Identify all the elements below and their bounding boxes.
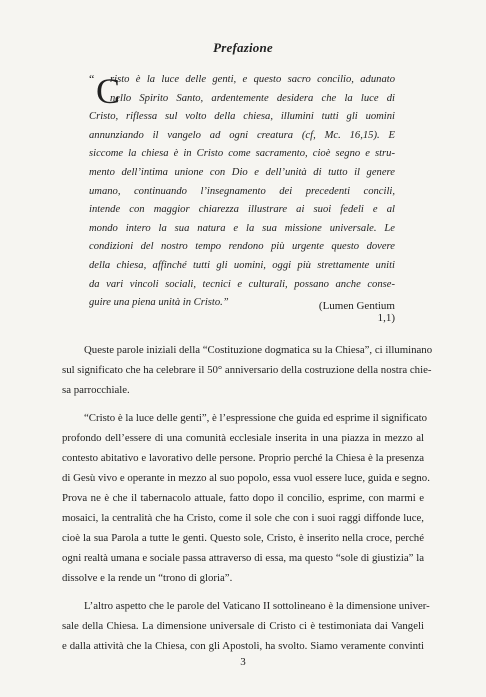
quote-line: mento dell’intima unione con Dio e dell’unità di tutto il genere xyxy=(89,166,395,178)
quotation-block xyxy=(89,71,395,313)
quote-line: guire una piena unità in Cristo.” xyxy=(89,297,229,309)
body-text xyxy=(62,340,433,664)
page-number: 3 xyxy=(240,656,246,668)
text-line: dissolve e la rende un “trono di gloria”. xyxy=(62,572,233,584)
text-line: “Cristo è la luce delle genti”, è l’espressione che guida ed esprime il significato xyxy=(84,412,427,424)
quote-line: della chiesa, affinché tutti gli uomini, oggi più strettamente uniti xyxy=(89,259,395,271)
text-line: Prova ne è che il tabernacolo attuale, fatto dopo il concilio, esprime, con marmi e xyxy=(62,492,424,504)
page-title: Prefazione xyxy=(213,40,273,55)
text-line: mosaici, la centralità che ha Cristo, come il sole che con i suoi raggi diffonde luce, xyxy=(62,512,424,524)
text-line: L’altro aspetto che le parole del Vaticano II sottolineano è la dimensione univer- xyxy=(84,600,430,612)
quote-line: Cristo, riflessa sul volto della chiesa, illumini tutti gli uomini xyxy=(89,111,395,123)
quote-line: siccome la chiesa è in Cristo come sacramento, cioè segno e stru- xyxy=(89,148,395,160)
quote-line: intende con maggior chiarezza illustrare ai suoi fedeli e al xyxy=(89,204,395,216)
text-line: contesto abitativo e lavorativo delle persone. Proprio perché la Chiesa è la presenza xyxy=(62,452,424,464)
quote-line: condizioni del nostro tempo rendono più urgente questo dovere xyxy=(89,241,395,253)
text-line: cioè la sua Parola a tutte le genti. Questo sole, Cristo, è inserito nella croce, perché xyxy=(62,532,424,544)
text-line: ogni realtà umana e sociale passa attraverso di essa, ma questo “sole di giustizia” la xyxy=(62,552,424,564)
quote-line: mondo intero la sua natura e la sua missione universale. Le xyxy=(89,222,395,234)
citation: (Lumen Gentium 1,1) xyxy=(318,300,395,324)
quote-line: da vari vincoli sociali, tecnici e culturali, possano anche conse- xyxy=(89,278,395,290)
text-line: Queste parole iniziali della “Costituzione dogmatica su la Chiesa”, ci illuminano xyxy=(84,344,433,356)
quote-line: annunziando il vangelo ad ogni creatura (cf, Mc. 16,15). E xyxy=(89,129,395,141)
text-line: di Gesù vivo e operante in mezzo al suo popolo, essa vuol essere luce, guida e segno. xyxy=(62,472,430,484)
quote-line: umano, continuando l’insegnamento dei precedenti concili, xyxy=(89,185,395,197)
paragraph xyxy=(62,408,430,588)
paragraph xyxy=(62,596,430,656)
text-line: e dalla attività che la Chiesa, con gli Apostoli, ha svolto. Siamo veramente convinti xyxy=(62,640,424,652)
opening-quote-mark: “ xyxy=(89,72,95,86)
quote-line: nello Spirito Santo, ardentemente desidera che la luce di xyxy=(110,92,395,104)
text-line: sale della Chiesa. La dimensione universale di Cristo ci è testimoniata dai Vangeli xyxy=(62,620,424,632)
text-line: sul significato che ha celebrare il 50° anniversario della costruzione della nostra chie- xyxy=(62,364,432,376)
drop-cap: C xyxy=(96,71,121,111)
paragraph xyxy=(62,340,433,400)
text-line: profondo dell’essere di una comunità ecclesiale inserita in una piazza in mezzo al xyxy=(62,432,424,444)
quote-line: risto è la luce delle genti, e questo sacro concilio, adunato xyxy=(110,74,395,85)
text-line: sa parrocchiale. xyxy=(62,384,130,396)
